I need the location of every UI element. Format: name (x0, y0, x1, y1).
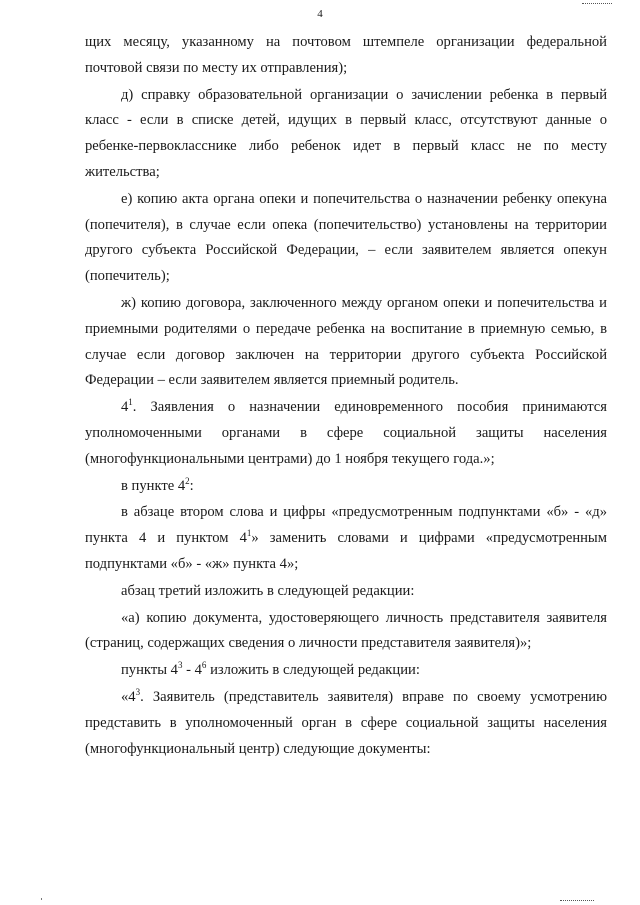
clause-text: в пункте 4 (121, 477, 186, 494)
clause-superscript: 2 (185, 475, 190, 486)
paragraph-item-a: «а) копию документа, удостоверяющего личность представителя заявителя (страниц, содержащих сведения о личности представителя заявителя)»; (85, 609, 607, 652)
clause-superscript: 3 (135, 686, 141, 697)
clause-superscript: 3 (177, 660, 183, 671)
paragraph-item-d: д) справку образовательной организации о зачислении ребенка в первый класс - если в списке детей, идущих в первый класс, отсутствуют данные о ребенке-первокласснике либо ребенок идет в первый класс не по месту жительства; (85, 86, 607, 180)
paragraph-second-abzac (85, 500, 607, 577)
paragraph-item-e: е) копию акта органа опеки и попечительства о назначении ребенку опекуна (попечителя), в случае если опека (попечительство) установлены на территории другого субъекта Российской Федерации, – если заявителем является опекун (попечитель); (85, 190, 607, 285)
clause-text: пункты 4 (121, 662, 178, 679)
paragraph-item-zh: ж) копию договора, заключенного между органом опеки и попечительства и приемными родителями о передаче ребенка на воспитание в приемную семью, в случае если договор заключен на территории другого субъекта Российской Федерации – если заявителем является приемный родитель. (85, 294, 607, 389)
clause-text: . Заявитель (представитель заявителя) вправе по своему усмотрению представить в уполномоченный орган в сфере социальной защиты населения (многофункциональный центр) следующие документы: (85, 688, 607, 757)
scan-mark-bottom-right (560, 900, 594, 902)
paragraph-points-4-3-4-6 (85, 658, 607, 684)
paragraph-third-abzac: абзац третий изложить в следующей редакции: (121, 582, 415, 599)
clause-superscript: 1 (246, 528, 252, 539)
paragraph-4-3 (85, 685, 607, 762)
paragraph-4-1 (85, 395, 607, 472)
paragraph-in-point (85, 474, 607, 500)
page-number: 4 (317, 8, 323, 20)
clause-text: » заменить словами и цифрами «предусмотренным подпунктами «б» - «ж» пункта 4»; (85, 530, 607, 572)
clause-text: . Заявления о назначении единовременного пособия принимаются уполномоченными органами в сфере социальной защиты населения (многофункциональными центрами) до 1 ноября текущего года.»; (85, 399, 607, 467)
clause-number: 4 (121, 399, 129, 416)
paragraph-continuation: щих месяцу, указанному на почтовом штемпеле организации федеральной почтовой связи по месту их отправления); (85, 34, 607, 76)
clause-superscript: 1 (128, 397, 133, 408)
scan-mark-top-right (582, 3, 612, 5)
clause-text: - 4 (182, 662, 202, 679)
scan-dot-left (41, 898, 42, 900)
clause-superscript: 6 (201, 660, 207, 671)
clause-text: изложить в следующей редакции: (206, 662, 420, 679)
document-body (85, 30, 607, 762)
clause-text: «4 (121, 688, 136, 705)
clause-text: в абзаце втором слова и цифры «предусмотренным подпунктами «б» - «д» пункта 4 и пунктом 4 (85, 504, 607, 547)
clause-text: : (189, 477, 194, 494)
